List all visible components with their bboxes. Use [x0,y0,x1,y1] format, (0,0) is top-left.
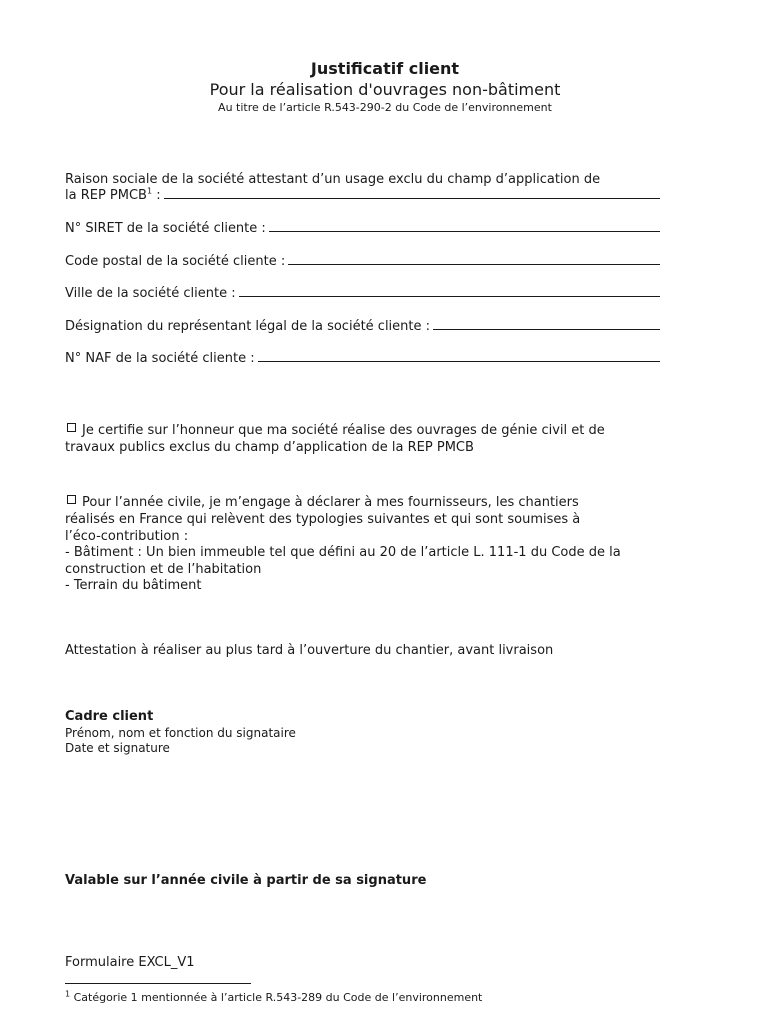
raison-sociale-label-cont: la REP PMCB$^1$ : [65,186,161,203]
engagement-line-1: Pour l’année civile, je m’engage à déclarer à mes fournisseurs, les chantiers [65,495,579,512]
representant-label: Désignation du représentant légal de la société cliente : [65,319,431,334]
code-postal-label: Code postal de la société cliente : [65,254,286,269]
footnote-ref: 1 [146,186,153,196]
ville-field[interactable] [65,286,660,301]
code-postal-field[interactable] [65,254,660,269]
cadre-signataire: Prénom, nom et fonction du signataire [65,726,296,740]
raison-sociale-blank[interactable] [164,188,660,199]
engagement-line-4: - Bâtiment : Un bien immeuble tel que défini au 20 de l’article L. 111-1 du Code de la [65,545,621,560]
form-id: Formulaire EXCL_V1 [65,955,195,970]
naf-field[interactable] [65,351,660,366]
siret-field[interactable] [65,221,660,236]
certification-checkbox[interactable] [67,423,76,432]
cadre-heading: Cadre client [65,709,154,724]
footnote-separator [65,983,251,984]
ville-blank[interactable] [239,286,660,297]
engagement-line-5: construction et de l’habitation [65,562,262,577]
certification-line-1: Je certifie sur l’honneur que ma société réalise des ouvrages de génie civil et de [65,423,605,440]
siret-label: N° SIRET de la société cliente : [65,221,266,236]
cadre-date-signature: Date et signature [65,741,170,755]
certification-line-2: travaux publics exclus du champ d’application de la REP PMCB [65,440,474,455]
engagement-line-2: réalisés en France qui relèvent des typologies suivantes et qui sont soumises à [65,512,581,527]
footnote-mark: 1 [65,989,71,999]
naf-blank[interactable] [258,351,660,362]
document-title: Justificatif client [310,59,460,78]
attestation-note: Attestation à réaliser au plus tard à l’ouverture du chantier, avant livraison [65,643,554,658]
siret-blank[interactable] [269,221,660,232]
raison-sociale-label: Raison sociale de la société attestant d’un usage exclu du champ d’application de [65,172,601,187]
document-subtitle: Pour la réalisation d'ouvrages non-bâtiment [209,80,561,99]
representant-blank[interactable] [433,319,660,330]
validity-note: Valable sur l’année civile à partir de sa signature [65,873,427,888]
engagement-checkbox[interactable] [67,495,76,504]
raison-sociale-field[interactable] [65,188,660,203]
engagement-line-6: - Terrain du bâtiment [65,578,202,593]
code-postal-blank[interactable] [288,254,660,265]
footnote [65,991,482,1004]
legal-reference: Au titre de l’article R.543-290-2 du Code de l’environnement [218,101,552,114]
engagement-line-3: l’éco-contribution : [65,529,189,544]
representant-field[interactable] [65,319,660,334]
naf-label: N° NAF de la société cliente : [65,351,255,366]
footnote-text: Catégorie 1 mentionnée à l’article R.543-289 du Code de l’environnement [70,991,483,1004]
ville-label: Ville de la société cliente : [65,286,236,301]
